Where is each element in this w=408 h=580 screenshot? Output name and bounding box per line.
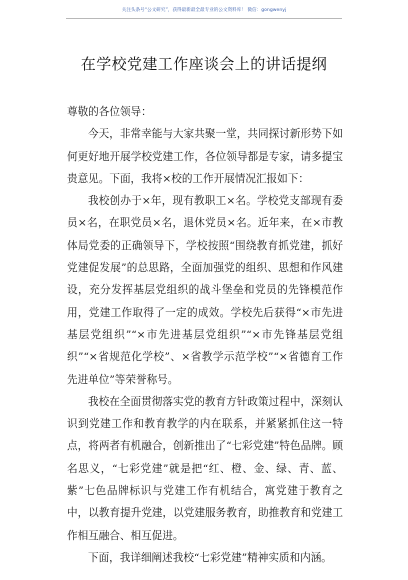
header-banner: 关注头条号“公文研究”，获得最新最全最专业的公文资料库！ 微信：gongwenyj	[121, 8, 287, 13]
paragraph-school-overview: 我校创办于×年，现有教职工×名。学校党支部现有委员×名，在职党员×名，退休党员×名。近年来，在×市教体局党委的正确领导下，学校按照“围绕教育抓党建，抓好党建促发展”的总思路，全面加强党的组织、思想和作风建设，充分发挥基层党组织的战斗堡垒和党员的先锋模范作用，党建工作取得了一定的成效。学校先后获得“×市先进基层党组织”“×市先进基层党组织”“×市先锋基层党组织”“×省规范化学校”、×省教学示范学校”“×省德育工作先进单位”等荣誉称号。	[67, 195, 343, 386]
document-title: 在学校党建工作座谈会上的讲话提纲	[80, 55, 328, 73]
document-body	[67, 101, 343, 569]
paragraph-seven-color-brand: 我校在全面贯彻落实党的教育方针政策过程中，深刻认识到党建工作和教育教学的内在联系，并紧紧抓住这一特点，将两者有机融合，创新推出了“七彩党建”特色品牌。顾名思义，“七彩党建”就是把“红、橙、金、绿、青、蓝、紫”七色品牌标识与党建工作有机结合，寓党建于教育之中，以教育提升党建，以党建服务教育，助推教育和党建工作相互融合、相互促进。	[67, 395, 343, 542]
paragraph-opening: 今天，非常幸能与大家共聚一堂，共同探讨新形势下如何更好地开展学校党建工作，各位领导都是专家，请多提宝贵意见。下面，我将×校的工作开展情况汇报如下：	[67, 128, 343, 185]
paragraph-transition: 下面，我详细阐述我校“七彩党建”精神实质和内涵。	[88, 551, 332, 564]
salutation: 尊敬的各位领导：	[67, 106, 152, 118]
header-divider	[66, 18, 342, 19]
